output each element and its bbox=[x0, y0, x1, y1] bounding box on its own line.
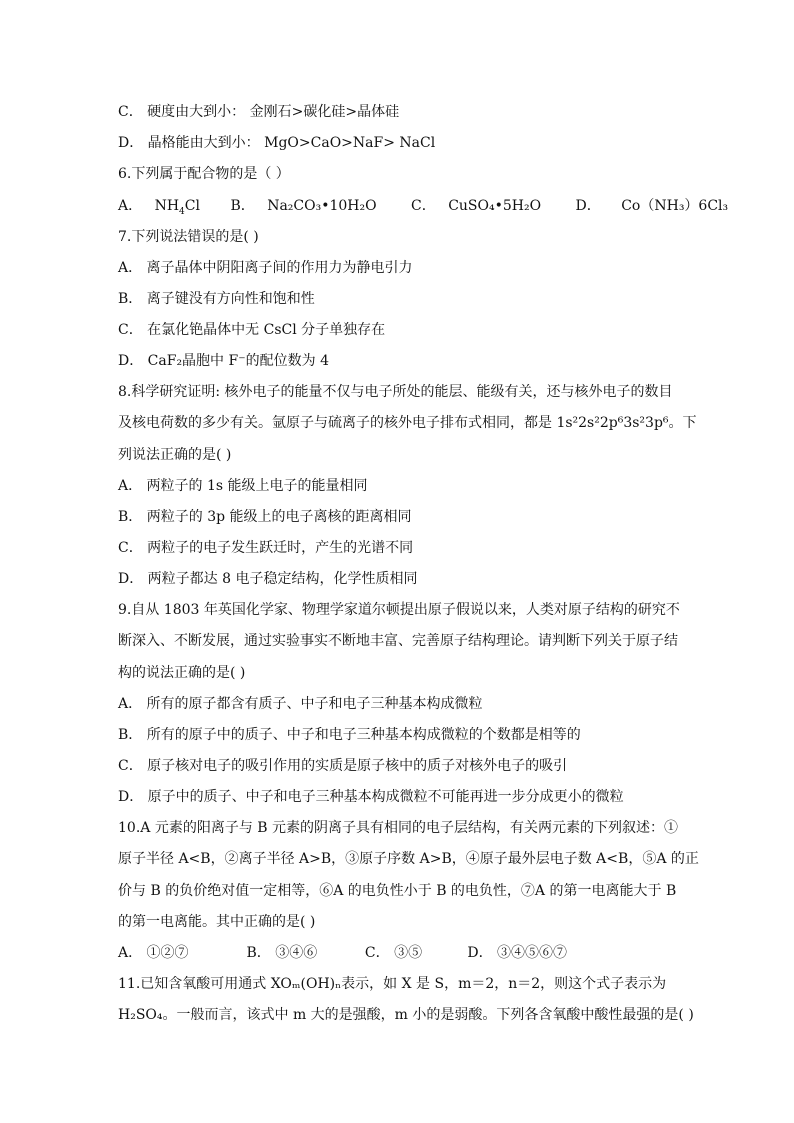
q6-option-a-pre: NH bbox=[154, 198, 180, 214]
q10-stem-line-2: 原子半径 A<B，②离子半径 A>B，③原子序数 A>B，④原子最外层电子数 A<B，⑤A 的正 bbox=[118, 851, 699, 867]
q7-option-d: D． CaF₂晶胞中 F⁻的配位数为 4 bbox=[118, 353, 329, 369]
q5-option-d: D． 晶格能由大到小： MgO>CaO>NaF> NaCl bbox=[118, 135, 436, 151]
q8-stem-line-2: 及核电荷数的多少有关。氩原子与硫离子的核外电子排布式相同，都是 1s²2s²2p⁶3s²3p⁶。下 bbox=[118, 415, 697, 431]
q10-option-d: D． ③④⑤⑥⑦ bbox=[467, 945, 568, 961]
q6-option-d: Co（NH₃）6Cl₃ bbox=[621, 198, 729, 214]
q8-option-a: A． 两粒子的 1s 能级上电子的能量相同 bbox=[118, 478, 368, 494]
q7-option-b: B． 离子键没有方向性和饱和性 bbox=[118, 291, 315, 307]
q10-option-a: A． ①②⑦ bbox=[118, 945, 189, 961]
q7-option-a: A． 离子晶体中阴阳离子间的作用力为静电引力 bbox=[118, 260, 413, 276]
q9-option-a: A． 所有的原子都含有质子、中子和电子三种基本构成微粒 bbox=[118, 696, 483, 712]
q8-option-d: D． 两粒子都达 8 电子稳定结构，化学性质相同 bbox=[118, 571, 418, 587]
q6-option-d-label: D． bbox=[575, 198, 601, 214]
q6-option-b-label: B． bbox=[230, 198, 255, 214]
q6-option-b: Na₂CO₃•10H₂O bbox=[267, 198, 377, 214]
q6-option-a-label: A． bbox=[118, 198, 143, 214]
q9-stem-line-2: 断深入、不断发展，通过实验事实不断地丰富、完善原子结构理论。请判断下列关于原子结 bbox=[118, 633, 678, 649]
q8-stem-line-1: 8.科学研究证明: 核外电子的能量不仅与电子所处的能层、能级有关，还与核外电子的数目 bbox=[118, 384, 673, 400]
q10-stem-line-3: 价与 B 的负价绝对值一定相等，⑥A 的电负性小于 B 的电负性，⑦A 的第一电离能大于 B bbox=[118, 883, 677, 899]
q6-option-a bbox=[155, 196, 200, 216]
q8-option-b: B． 两粒子的 3p 能级上的电子离核的距离相同 bbox=[118, 509, 412, 525]
q6-stem: 6.下列属于配合物的是（ ） bbox=[118, 166, 290, 182]
q9-stem-line-1: 9.自从 1803 年英国化学家、物理学家道尔顿提出原子假说以来，人类对原子结构的研究不 bbox=[118, 602, 680, 618]
q5-option-c: C． 硬度由大到小： 金刚石>碳化硅>晶体硅 bbox=[118, 104, 400, 120]
q10-stem-line-4: 的第一电离能。其中正确的是( ) bbox=[118, 914, 316, 930]
q10-option-b: B． ③④⑥ bbox=[246, 945, 318, 961]
q7-stem: 7.下列说法错误的是( ) bbox=[118, 229, 259, 245]
q10-options bbox=[118, 943, 567, 963]
q11-stem-line-2: H₂SO₄。一般而言，该式中 m 大的是强酸，m 小的是弱酸。下列各含氧酸中酸性最强的是( ) bbox=[118, 1007, 694, 1023]
q9-option-d: D． 原子中的质子、中子和电子三种基本构成微粒不可能再进一步分成更小的微粒 bbox=[118, 789, 624, 805]
q6-option-c-label: C． bbox=[411, 198, 436, 214]
q6-option-a-post: Cl bbox=[184, 198, 200, 214]
q9-option-b: B． 所有的原子中的质子、中子和电子三种基本构成微粒的个数都是相等的 bbox=[118, 727, 581, 743]
q9-stem-line-3: 构的说法正确的是( ) bbox=[118, 665, 246, 681]
q10-option-c: C． ③⑤ bbox=[364, 945, 423, 961]
q11-stem-line-1: 11.已知含氧酸可用通式 XOₘ(OH)ₙ表示，如 X 是 S，m＝2，n＝2，则这个式子表示为 bbox=[118, 976, 667, 992]
q7-option-c: C． 在氯化铯晶体中无 CsCl 分子单独存在 bbox=[118, 322, 386, 338]
q9-option-c: C． 原子核对电子的吸引作用的实质是原子核中的质子对核外电子的吸引 bbox=[118, 758, 568, 774]
q8-option-c: C． 两粒子的电子发生跃迁时，产生的光谱不同 bbox=[118, 540, 414, 556]
q10-stem-line-1: 10.A 元素的阳离子与 B 元素的阴离子具有相同的电子层结构，有关两元素的下列叙述：① bbox=[118, 820, 679, 836]
q6-option-c: CuSO₄•5H₂O bbox=[448, 198, 542, 214]
q6-option-a-sub: 4 bbox=[179, 206, 185, 217]
q6-options bbox=[118, 196, 728, 216]
q8-stem-line-3: 列说法正确的是( ) bbox=[118, 447, 232, 463]
